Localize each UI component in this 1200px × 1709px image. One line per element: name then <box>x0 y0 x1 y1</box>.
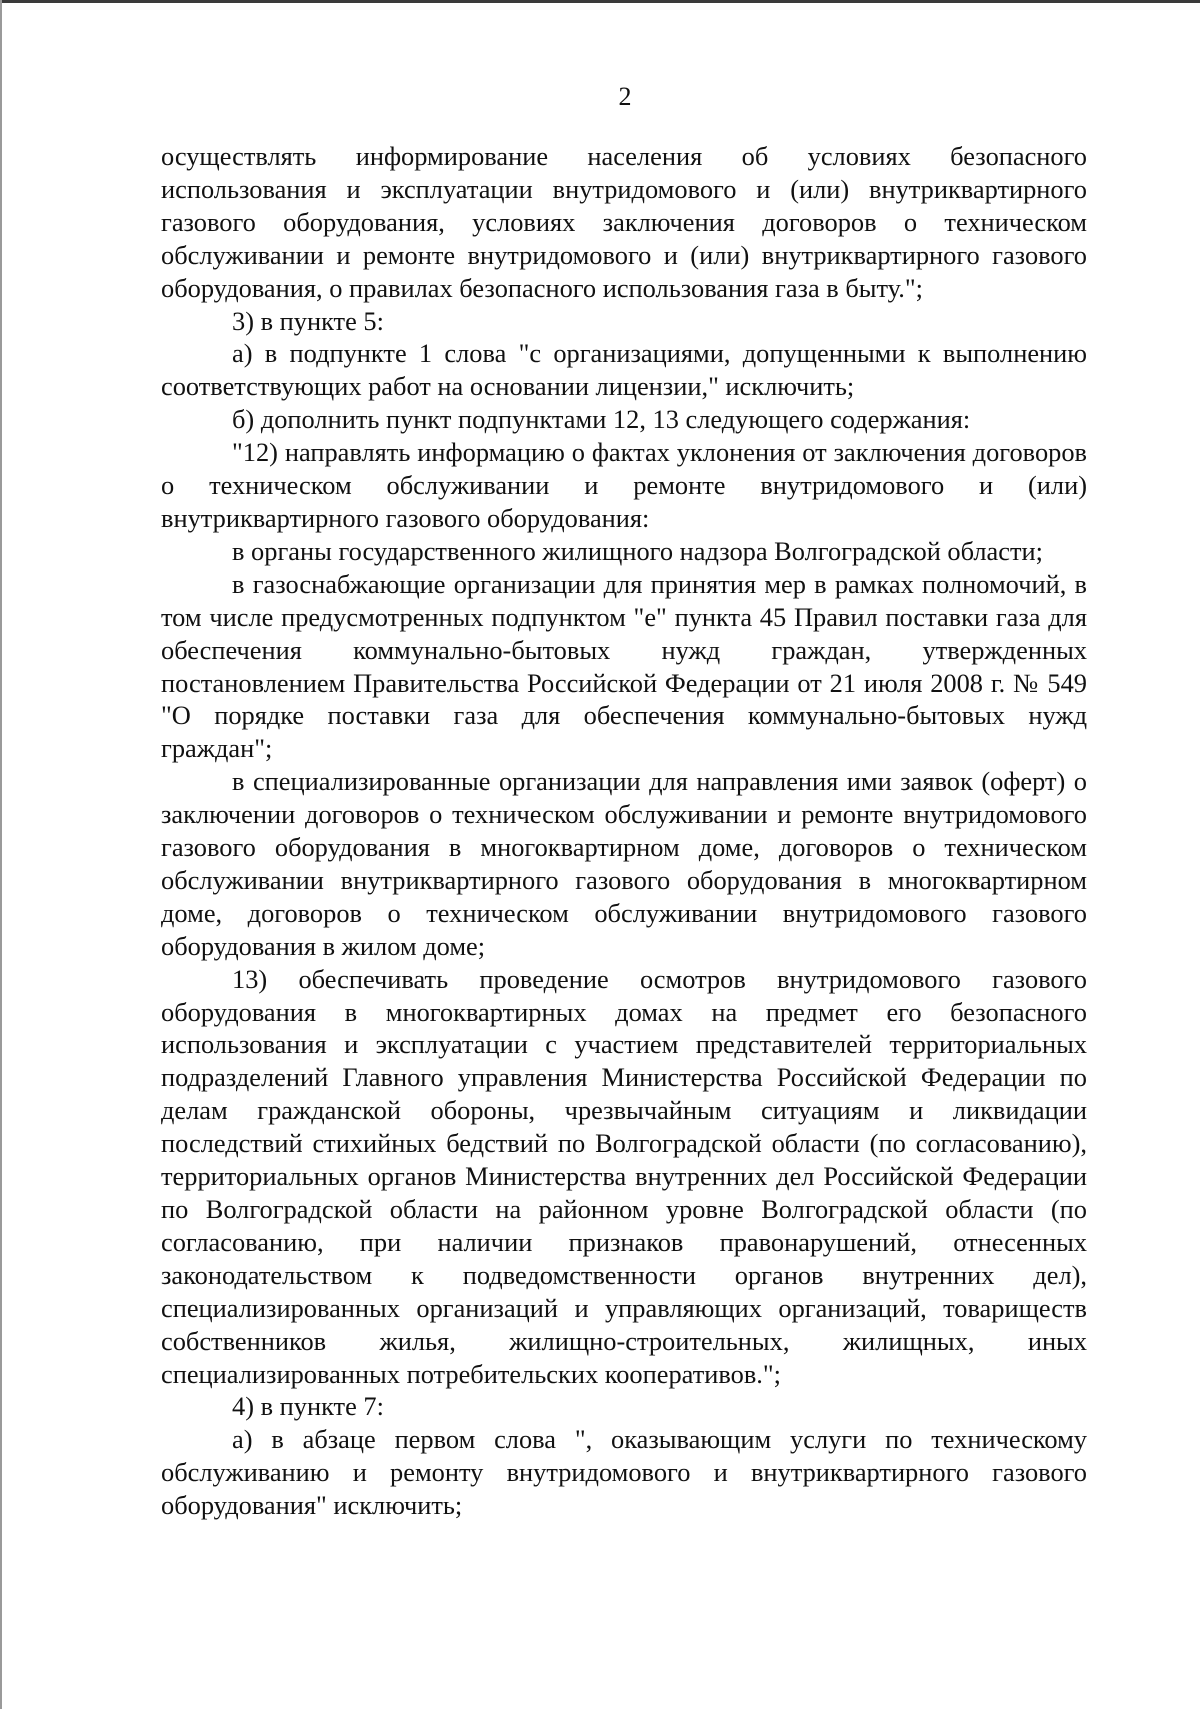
paragraph-specialized-organizations: в специализированные организации для направления ими заявок (оферт) о заключении договоров о техническом обслуживании и ремонте внутридомового газового оборудования в многоквартирном доме, договоров о техническом обслуживании внутриквартирного газового оборудования в многоквартирном доме, договоров о техническом обслуживании внутридомового газового оборудования в жилом доме; <box>161 766 1087 961</box>
paragraph-subitem-12: "12) направлять информацию о фактах уклонения от заключения договоров о техническом обслуживании и ремонте внутридомового и (или) внутриквартирного газового оборудования: <box>161 437 1087 533</box>
paragraph-informing-population: осуществлять информирование населения об условиях безопасного использования и эксплуатации внутридомового и (или) внутриквартирного газового оборудования, условиях заключения договоров о техническом обслуживании и ремонте внутридомового и (или) внутриквартирного газового оборудования, о правилах безопасного использования газа в быту."; <box>161 141 1087 303</box>
paragraph-item-3b: б) дополнить пункт подпунктами 12, 13 следующего содержания: <box>232 404 971 435</box>
paragraph-item-3-heading: 3) в пункте 5: <box>232 305 384 336</box>
paragraph-item-3a: а) в подпункте 1 слова "с организациями, допущенными к выполнению соответствующих работ на основании лицензии," исключить; <box>161 338 1087 402</box>
page-number: 2 <box>618 82 632 111</box>
document-body <box>161 140 1087 1522</box>
paragraph-item-4a: а) в абзаце первом слова ", оказывающим услуги по техническому обслуживанию и ремонту внутридомового и внутриквартирного газового оборудования" исключить; <box>161 1424 1087 1521</box>
scan-left-edge <box>0 0 2 1709</box>
paragraph-item-4-heading: 4) в пункте 7: <box>232 1391 384 1422</box>
scan-top-edge <box>0 0 1200 3</box>
paragraph-subitem-13: 13) обеспечивать проведение осмотров внутридомового газового оборудования в многоквартирных домах на предмет его безопасного использования и эксплуатации с участием представителей территориальных подразделений Главного управления Министерства Российской Федерации по делам гражданской обороны, чрезвычайным ситуациям и ликвидации последствий стихийных бедствий по Волгоградской области (по согласованию), территориальных органов Министерства внутренних дел Российской Федерации по Волгоградской области на районном уровне Волгоградской области (по согласованию, при наличии признаков правонарушений, отнесенных законодательством к подведомственности органов внутренних дел), специализированных организаций и управляющих организаций, товариществ собственников жилья, жилищно-строительных, жилищных, иных специализированных потребительских кооперативов."; <box>161 963 1087 1389</box>
paragraph-housing-supervision: в органы государственного жилищного надзора Волгоградской области; <box>232 535 1043 566</box>
paragraph-gas-supply-organizations: в газоснабжающие организации для принятия мер в рамках полномочий, в том числе предусмотренных подпунктом "е" пункта 45 Правил поставки газа для обеспечения коммунально-бытовых нужд граждан, утвержденных постановлением Правительства Российской Федерации от 21 июля 2008 г. № 549 "О порядке поставки газа для обеспечения коммунально-бытовых нужд граждан"; <box>161 568 1087 764</box>
